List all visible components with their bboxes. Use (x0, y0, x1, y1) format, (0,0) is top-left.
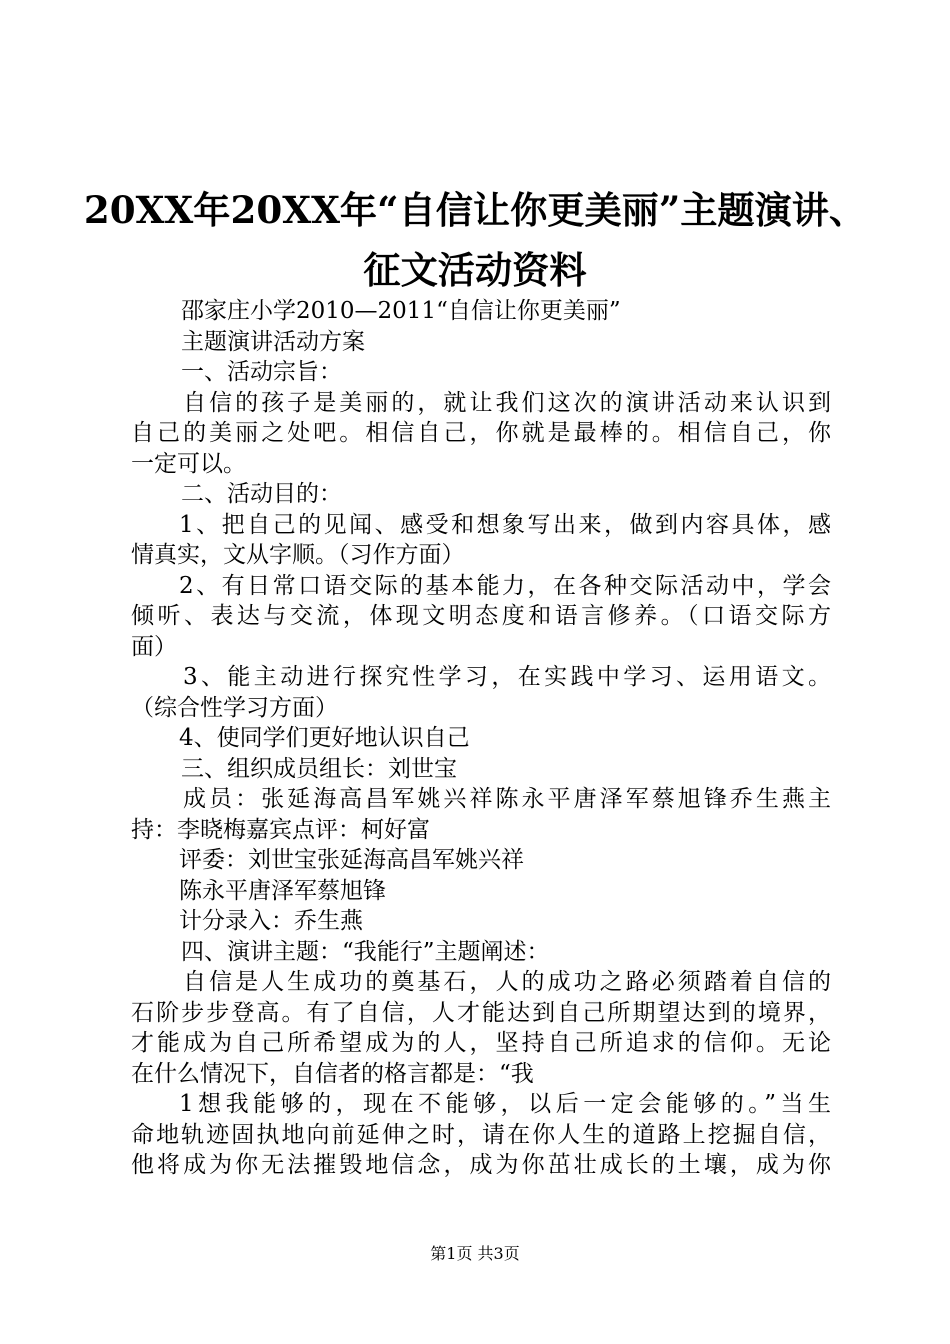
body-line: 邵家庄小学2010—2011“自信让你更美丽” (181, 298, 621, 324)
body-line: 1、把自己的见闻、感受和想象写出来，做到内容具体，感 (179, 511, 831, 538)
body-line: 成员：张延海高昌军姚兴祥陈永平唐泽军蔡旭锋乔生燕主 (183, 786, 831, 812)
body-line: 一、活动宗旨： (181, 359, 342, 385)
body-line: 3、能主动进行探究性学习，在实践中学习、运用语文。 (183, 664, 831, 690)
body-line: 情真实，文从字顺。（习作方面） (131, 542, 465, 568)
body-line: （综合性学习方面） (131, 694, 338, 721)
body-line: 才能成为自己所希望成为的人，坚持自己所追求的信仰。无论 (131, 1030, 831, 1056)
document-title-line-1: 20XX年20XX年“自信让你更美丽”主题演讲、 (83, 188, 867, 232)
body-line: 持：李晓梅嘉宾点评：柯好富 (131, 816, 430, 843)
body-line: 二、活动目的： (181, 481, 342, 507)
body-line: 在什么情况下，自信者的格言都是：“我 (131, 1060, 534, 1087)
body-line: 陈永平唐泽军蔡旭锋 (179, 877, 386, 904)
body-line: 2、有日常口语交际的基本能力，在各种交际活动中，学会 (179, 572, 831, 599)
body-line: 命地轨迹固执地向前延伸之时，请在你人生的道路上挖掘自信， (131, 1121, 831, 1148)
document-title-line-2: 征文活动资料 (363, 248, 587, 292)
body-line: 面） (131, 633, 177, 660)
body-line: 自己的美丽之处吧。相信自己，你就是最棒的。相信自己，你 (131, 420, 831, 446)
body-line: 倾听、表达与交流，体现文明态度和语言修养。（口语交际方 (131, 603, 831, 629)
body-line: 三、组织成员组长：刘世宝 (181, 755, 457, 782)
body-line: 四、演讲主题：“我能行”主题阐述： (181, 938, 550, 965)
body-line: 4、使同学们更好地认识自己 (179, 725, 470, 751)
body-line: 他将成为你无法摧毁地信念，成为你茁壮成长的土壤，成为你 (131, 1152, 831, 1178)
body-line: 主题演讲活动方案 (181, 328, 365, 355)
body-line: 1想我能够的，现在不能够，以后一定会能够的。”当生 (179, 1091, 831, 1117)
body-line: 石阶步步登高。有了自信，人才能达到自己所期望达到的境界， (131, 999, 831, 1026)
body-line: 自信的孩子是美丽的，就让我们这次的演讲活动来认识到 (183, 389, 831, 416)
body-line: 评委：刘世宝张延海高昌军姚兴祥 (179, 847, 524, 873)
body-line: 自信是人生成功的奠基石，人的成功之路必须踏着自信的 (183, 969, 831, 995)
body-line: 一定可以。 (131, 450, 246, 477)
page-footer: 第1页 共3页 (430, 1244, 520, 1263)
document-body (131, 296, 831, 1181)
body-line: 计分录入：乔生燕 (179, 908, 363, 934)
